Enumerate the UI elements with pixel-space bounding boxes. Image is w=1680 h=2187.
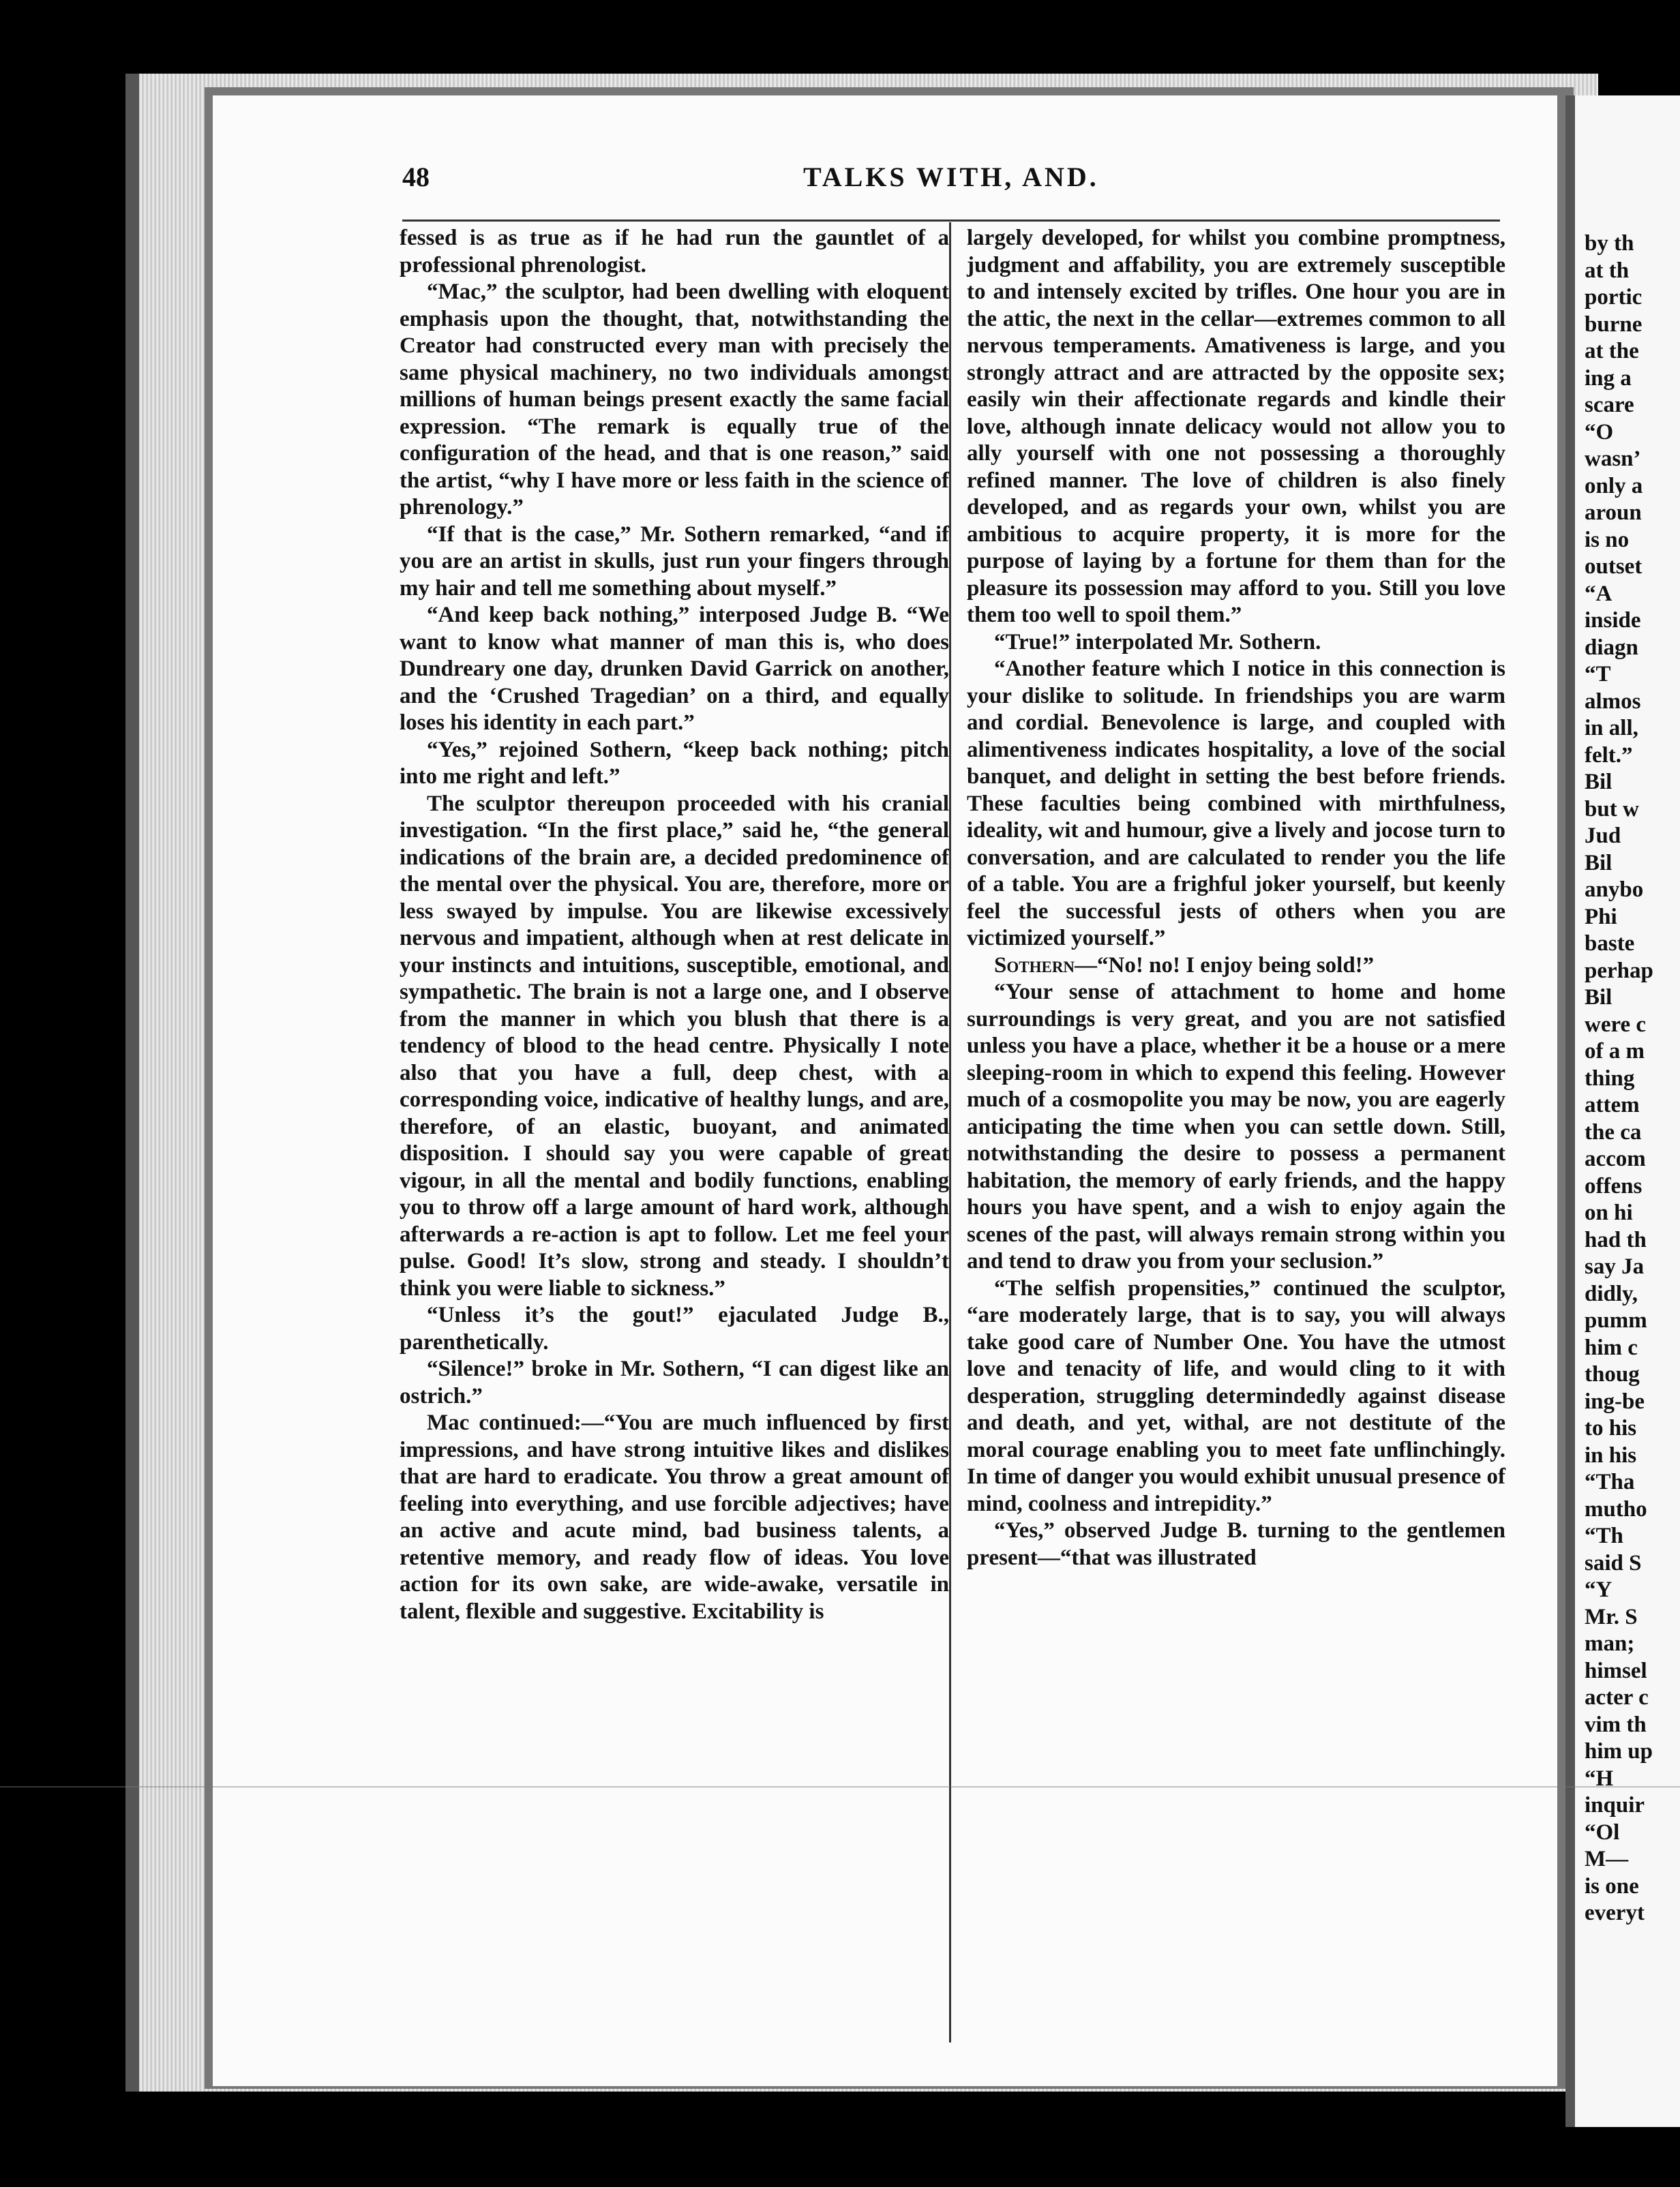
next-page-line: man; [1585, 1631, 1635, 1656]
next-page-line: felt.” [1585, 742, 1633, 768]
next-page-line: pumm [1585, 1308, 1647, 1333]
next-page-line: almos [1585, 689, 1641, 714]
paragraph-text: “The selfish propensities,” continued the sculptor, “are moderately large, that is to say, you will always take good care of Number One. You have the utmost love and tenacity of life, and would cling to it with desperation, struggling determindedly against disease and death, and yet, withal, are not destitute of the moral courage enabling you to meet fate unflinchingly. In time of danger you would exhibit unusual presence of mind, coolness and intrepidity.” [967, 1276, 1505, 1516]
next-page-line: acter c [1585, 1685, 1649, 1710]
next-page-line: anybo [1585, 877, 1644, 902]
next-page-line: were c [1585, 1012, 1647, 1037]
next-page-line: “Ol [1585, 1820, 1620, 1845]
paragraph [400, 602, 949, 737]
paragraph-text: “Another feature which I notice in this connection is your dislike to solitude. In friendships you are warm and cordial. Benevolence is large, and coupled with alimentiveness indicates hospitality, a love of the social banquet, and delight in setting the best before friends. These faculties being combined with mirthfulness, ideality, wit and humour, give a lively and jocose turn to conversation, and are calculated to render you the life of a table. You are a frighful joker yourself, but keenly feel the successful jests of others when you are victimized yourself.” [967, 657, 1505, 950]
paragraph [400, 522, 949, 603]
next-page-line: at the [1585, 339, 1639, 363]
paragraph [967, 1518, 1505, 1571]
next-page-line: offens [1585, 1173, 1642, 1198]
next-page-line: on hi [1585, 1201, 1633, 1225]
next-page-line: accom [1585, 1147, 1646, 1171]
paragraph-text: “Yes,” observed Judge B. turning to the gentlemen present—“that was illustrated [967, 1518, 1505, 1570]
next-page-line: ing-be [1585, 1389, 1645, 1414]
next-page-line: in his [1585, 1443, 1637, 1468]
next-page-line: inquir [1585, 1793, 1645, 1818]
next-page-line: at th [1585, 258, 1630, 283]
paragraph [400, 225, 949, 279]
paragraph-text: fessed is as true as if he had run the gauntlet of a professional phrenologist. [400, 226, 949, 277]
next-page-line: of a m [1585, 1039, 1645, 1064]
next-page-line: him up [1585, 1739, 1653, 1764]
next-page-line: Bil [1585, 985, 1612, 1010]
paragraph-text: largely developed, for whilst you combine promptness, judgment and affability, you are extremely susceptible to and intensely excited by trifles. One hour you are in the attic, the next in the cellar—extremes common to all nervous temperaments. Amativeness is large, and you strongly attract and are attracted by the opposite sex; easily win their affectionate regards and kindle their love, although innate delicacy would not allow you to ally yourself with one not possessing a thoroughly refined manner. The love of children is also finely developed, and as regards your own, whilst you are ambitious to acquire property, it is more for the purpose of laying by a fortune for them than for the pleasure its possession may afford to you. Still you love them too well to spoil them.” [967, 226, 1505, 627]
next-page-line: Phi [1585, 904, 1617, 929]
next-page-line: scare [1585, 393, 1634, 417]
next-page-line: baste [1585, 931, 1635, 956]
text-column-right [967, 225, 1505, 1571]
next-page-line: “T [1585, 662, 1611, 687]
next-page-line: Bil [1585, 850, 1612, 875]
next-page-line: is one [1585, 1873, 1639, 1899]
paragraph [967, 629, 1505, 657]
next-page-line: Jud [1585, 824, 1621, 848]
next-page-line: the ca [1585, 1119, 1642, 1145]
next-page-line: everyt [1585, 1901, 1645, 1925]
scan-artifact-line [0, 1786, 1680, 1788]
paragraph [400, 1302, 949, 1356]
next-page-edge [1565, 95, 1680, 2127]
paragraph [967, 225, 1505, 629]
paragraph [400, 737, 949, 791]
next-page-line: him c [1585, 1335, 1638, 1360]
next-page-line: “O [1585, 419, 1614, 444]
paragraph-text: —“No! no! I enjoy being sold!” [1075, 952, 1375, 978]
column-divider [949, 222, 951, 2042]
next-page-line: had th [1585, 1227, 1647, 1252]
text-column-left [400, 225, 949, 1625]
next-page-line: to his [1585, 1416, 1637, 1441]
next-page-line: ing a [1585, 365, 1632, 391]
speaker-name: Sothern [994, 952, 1075, 978]
next-page-line: is no [1585, 527, 1630, 552]
next-page-line: aroun [1585, 500, 1642, 525]
paragraph-text: “Unless it’s the gout!” ejaculated Judge B., parenthetically. [400, 1303, 949, 1355]
next-page-line: inside [1585, 608, 1641, 633]
paragraph [400, 1410, 949, 1625]
next-page-line: diagn [1585, 635, 1638, 660]
next-page-line: Bil [1585, 770, 1612, 794]
paragraph [967, 656, 1505, 952]
running-head: TALKS WITH, AND. [803, 162, 1099, 192]
paragraph-text: “Silence!” broke in Mr. Sothern, “I can digest like an ostrich.” [400, 1357, 949, 1408]
next-page-line: wasn’ [1585, 447, 1641, 471]
next-page-line: perhap [1585, 958, 1653, 983]
next-page-line: said S [1585, 1550, 1642, 1575]
paragraph [400, 1356, 949, 1410]
next-page-line: vim th [1585, 1712, 1647, 1737]
next-page-line: only a [1585, 473, 1643, 498]
paragraph [967, 952, 1505, 980]
paragraph-text: “Your sense of attachment to home and home surroundings is very great, and you are not satisfied unless you have a place, whether it be a house or a mere sleeping-room in which to expend this feeling. However much of a cosmopolite you may be now, you are eagerly anticipating the time when you can settle down. Still, notwithstanding the desire to possess a permanent habitation, the memory of early friends, and the happy hours you have spent, and a wish to enjoy again the scenes of the past, will always remain strong within you and tend to draw you from your seclusion.” [967, 980, 1505, 1273]
next-page-line: didly, [1585, 1281, 1638, 1306]
next-page-line: burne [1585, 312, 1642, 337]
next-page-line: thing [1585, 1066, 1635, 1091]
next-page-line: Mr. S [1585, 1604, 1638, 1629]
paragraph-text: “True!” interpolated Mr. Sothern. [994, 629, 1321, 654]
next-page-line: portic [1585, 285, 1642, 310]
paragraph-text: “Yes,” rejoined Sothern, “keep back nothing; pitch into me right and left.” [400, 737, 949, 789]
next-page-line: M— [1585, 1847, 1629, 1871]
paragraph-text: The sculptor thereupon proceeded with his cranial investigation. “In the first place,” said he, “the general indications of the brain are, a decided predominence of the mental over the physical. You are, therefore, more or less swayed by impulse. You are likewise excessively nervous and impatient, although when at rest delicate in your instincts and intuitions, susceptible, emotional, and sympathetic. The brain is not a large one, and I observe from the manner in which you blush that there is a tendency of blood to the head centre. Physically I note also that you have a full, deep chest, with a corresponding voice, indicative of healthy lungs, and are, therefore, of an elastic, buoyant, and animated disposition. I should say you were capable of great vigour, in all the mental and bodily functions, enabling you to throw off a large amount of hard work, although afterwards a re-action is apt to follow. Let me feel your pulse. Good! It’s slow, strong and steady. I shouldn’t think you were liable to sickness.” [400, 791, 949, 1301]
next-page-line: “H [1585, 1766, 1614, 1791]
next-page-line: thoug [1585, 1362, 1640, 1387]
next-page-line: “Th [1585, 1524, 1623, 1548]
next-page-line: in all, [1585, 716, 1638, 740]
paragraph [967, 979, 1505, 1276]
paragraph-text: “And keep back nothing,” interposed Judge B. “We want to know what manner of man this is, who does Dundreary one day, drunken David Garrick on another, and the ‘Crushed Tragedian’ on a third, and equally loses his identity in each part.” [400, 603, 949, 735]
paragraph-text: “Mac,” the sculptor, had been dwelling with eloquent emphasis upon the thought, that, notwithstanding the Creator had constructed every man with precisely the same physical machinery, no two individuals amongst millions of human beings present exactly the same facial expression. “The remark is equally true of the configuration of the head, and that is one reason,” said the artist, “why I have more or less faith in the science of phrenology.” [400, 280, 949, 519]
next-page-line: say Ja [1585, 1254, 1645, 1279]
next-page-text [1575, 230, 1653, 1927]
paragraph [967, 1276, 1505, 1518]
paragraph [400, 791, 949, 1303]
page-header [213, 161, 1557, 202]
paragraph-text: Mac continued:—“You are much influenced by first impressions, and have strong intuitive likes and dislikes that are hard to eradicate. You throw a great amount of feeling into everything, and use forcible adjectives; have an active and acute mind, bad business talents, a retentive memory, and ready flow of ideas. You love action for its own sake, are wide-awake, versatile in talent, flexible and suggestive. Excitability is [400, 1411, 949, 1624]
next-page-line: himsel [1585, 1658, 1647, 1683]
next-page-line: “A [1585, 581, 1612, 606]
next-page-line: “Tha [1585, 1470, 1635, 1494]
next-page-line: by th [1585, 231, 1634, 256]
next-page-line: “Y [1585, 1578, 1612, 1602]
next-page-line: attem [1585, 1093, 1640, 1117]
header-rule [402, 220, 1500, 222]
next-page-line: outset [1585, 554, 1642, 579]
paragraph [400, 279, 949, 522]
next-page-line: mutho [1585, 1496, 1647, 1522]
paragraph-text: “If that is the case,” Mr. Sothern remarked, “and if you are an artist in skulls, just run your fingers through my hair and tell me something about myself.” [400, 522, 949, 601]
next-page-line: but w [1585, 796, 1639, 821]
page-number: 48 [402, 162, 430, 192]
